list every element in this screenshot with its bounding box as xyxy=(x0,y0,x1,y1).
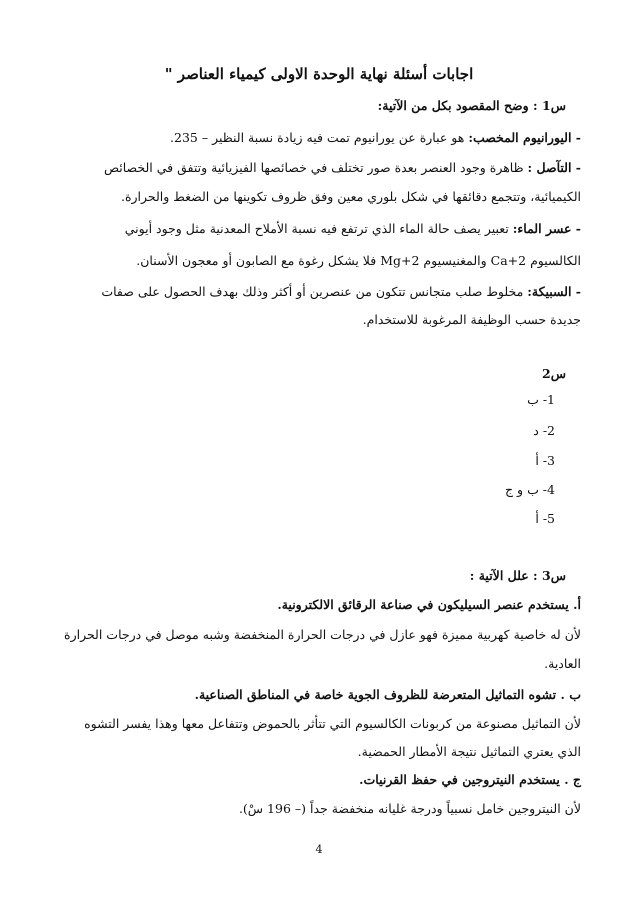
q2-answer-3: 3- أ xyxy=(535,453,555,468)
q3-item-c-answer: لأن النيتروجين خامل نسبياً ودرجة غليانه منخفضة جداً (– 196 سْ). xyxy=(238,801,581,816)
q3-heading: س3 : علل الآتية : xyxy=(469,568,566,583)
term: - السبيكة: xyxy=(527,284,581,299)
definition: مخلوط صلب متجانس تتكون من عنصرين أو أكثر وذلك بهدف الحصول على صفات xyxy=(101,284,528,299)
q1-item-2-continued: الكيميائية، وتتجمع دقائقها في شكل بلوري معين وفق ظروف تكوينها من الضغط والحرارة. xyxy=(120,189,581,204)
q1-item-3-continued: الكالسيوم Ca+2 والمغنيسيوم Mg+2 فلا يشكل رغوة مع الصابون أو معجون الأسنان. xyxy=(136,253,581,268)
q3-item-c-question: ج . يستخدم النيتروجين في حفظ القرنيات. xyxy=(359,772,581,787)
q2-answer-1: 1- ب xyxy=(527,392,555,407)
term: - اليورانيوم المخصب: xyxy=(468,130,581,145)
q1-item-2 xyxy=(104,160,581,176)
term: - عسر الماء: xyxy=(512,221,581,236)
q2-answer-2: 2- د xyxy=(533,423,555,438)
page-number: 4 xyxy=(315,843,323,856)
term: - التآصل : xyxy=(527,160,581,175)
q3-item-a-answer: لأن له خاصية كهربية مميزة فهو عازل في درجات الحرارة المنخفضة وشبه موصل في درجات الحرارة xyxy=(64,627,581,642)
q1-item-3 xyxy=(125,221,581,237)
q1-heading: س1 : وضح المقصود بكل من الآتية: xyxy=(377,98,566,113)
definition: هو عبارة عن يورانيوم تمت فيه زيادة نسبة النظير – 235. xyxy=(170,130,469,145)
page-title: اجابات أسئلة نهاية الوحدة الاولى كيمياء العناصر " xyxy=(164,65,474,83)
q2-heading: س2 xyxy=(542,366,566,381)
q3-item-b-answer: لأن التماثيل مصنوعة من كربونات الكالسيوم التي تتأثر بالحموض وتتفاعل معها وهذا يفسر التشوه xyxy=(84,716,581,731)
definition: ظاهرة وجود العنصر بعدة صور تختلف في خصائصها الفيزيائية وتتفق في الخصائص xyxy=(103,160,528,175)
q1-item-1 xyxy=(170,130,581,146)
q3-item-a-answer-continued: العادية. xyxy=(544,656,581,671)
q3-item-a-question: أ. يستخدم عنصر السيليكون في صناعة الرقائق الالكترونية. xyxy=(277,597,581,612)
q2-answer-4: 4- ب و ج xyxy=(505,482,555,497)
q1-item-4 xyxy=(101,284,581,300)
definition: تعبير يصف حالة الماء الذي ترتفع فيه نسبة الأملاح المعدنية مثل وجود أيوني xyxy=(124,221,513,236)
q3-item-b-answer-continued: الذي يعتري التماثيل نتيجة الأمطار الحمضية. xyxy=(357,744,581,759)
q3-item-b-question: ب . تشوه التماثيل المتعرضة للظروف الجوية خاصة في المناطق الصناعية. xyxy=(194,687,581,702)
q1-item-4-continued: جديدة حسب الوظيفة المرغوبة للاستخدام. xyxy=(362,312,581,327)
q2-answer-5: 5- أ xyxy=(535,511,555,526)
